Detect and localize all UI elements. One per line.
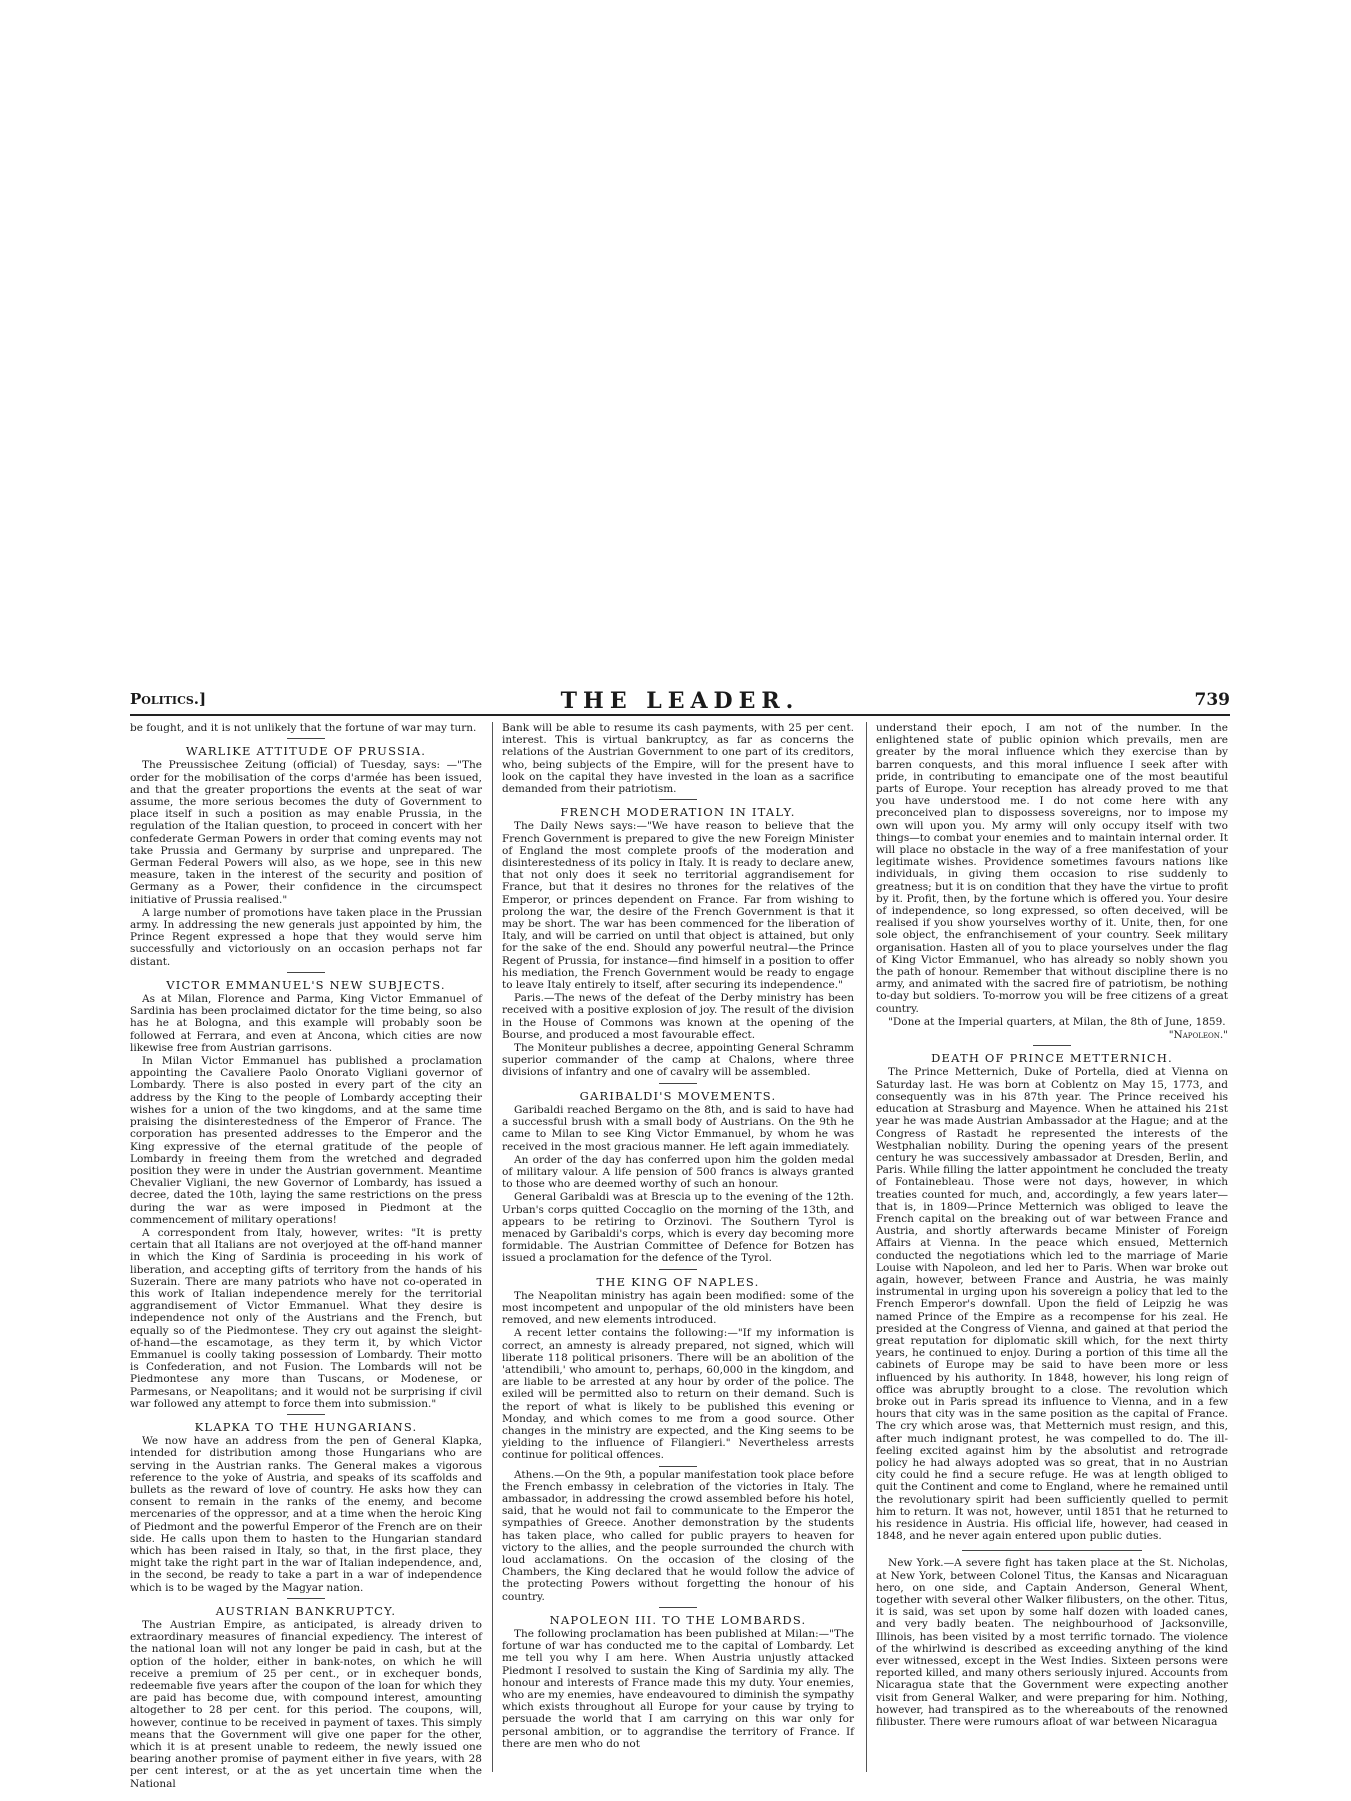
headline-garibaldi: GARIBALDI'S MOVEMENTS. [579, 1088, 777, 1103]
divider [659, 1466, 697, 1467]
divider [287, 1598, 325, 1599]
headline-napoleon: NAPOLEON III. TO THE LOMBARDS. [549, 1612, 807, 1627]
article-continuation: understand their epoch, I am not of the number. In the enlightened state of public opinion which prevails, men are greater by the moral influence which they exercise than by barren conquests, and this moral influence I seek after with pride, in contributing to emancipate one of the most beautiful parts of Europe. Your reception has already proved to me that you have understood me. I do not come here with any preconceived plan to dispossess sovereigns, nor to impose my own will upon you. My army will only occupy itself with two things—to combat your enemies and to maintain internal order. It will place no obstacle in the way of a free manifestation of your legitimate wishes. Providence sometimes favours nations like individuals, in giving them occasion to rise suddenly to greatness; but it is on condition that they have the virtue to profit by it. Profit, then, by the fortune which is offered you. Your desire of independence, so long expressed, so often deceived, will be realised if you show yourselves worthy of it. Unite, then, for one sole object, the enfranchisement of your country. Seek military organisation. Hasten all of you to place yourselves under the flag of King Victor Emmanuel, who has already so nobly shown you the path of honour. Remember that without discipline there is no army, and animated with the sacred fire of patriotism, be nothing to-day but soldiers. To-morrow you will be free citizens of a great country. [876, 722, 1228, 1015]
paragraph: New York.—A severe fight has taken place at the St. Nicholas, at New York, between Colonel Titus, the Kansas and Nicaraguan hero, on one side, and Captain Anderson, General Whent, together with several other Walker filibusters, on the other. Titus, it is said, was set upon by some half dozen with loaded canes, and very badly beaten. The neighbourhood of Jacksonville, Illinois, has been visited by a most terrific tornado. The violence of the whirlwind is described as exceeding anything of the kind ever witnessed, except in the West Indies. Sixteen persons were reported killed, and many others seriously injured. Accounts from Nicaragua state that the Government were expecting another visit from General Walker, and were preparing for him. Nothing, however, had transpired as to the whereabouts of the renowned filibuster. There were rumours afloat of war between Nicaragua [876, 1557, 1228, 1729]
signature: "Napoleon." [1168, 1029, 1228, 1042]
newspaper-title: THE LEADER. [560, 688, 800, 714]
paragraph: We now have an address from the pen of General Klapka, intended for distribution among those Hungarians who are serving in the Austrian ranks. The General makes a vigorous reference to the yoke of Austria, and speaks of its scaffolds and bullets as the reward of love of country. He asks how they can consent to remain in the ranks of the enemy, and become mercenaries of the oppressor, and at a time when the heroic King of Piedmont and the powerful Emperor of the French are on their side. He calls upon them to hasten to the Hungarian standard which has been raised in Italy, so that, in the first place, they might take the right part in the war of Italian independence, and, in the second, be ready to take a part in a war of independence which is to be waged by the Magyar nation. [130, 1435, 482, 1594]
masthead [130, 688, 1230, 716]
headline-klapka: KLAPKA TO THE HUNGARIANS. [194, 1419, 418, 1434]
paragraph: General Garibaldi was at Brescia up to the evening of the 12th. Urban's corps quitted Coccaglio on the morning of the 13th, and appears to be retiring to Orzinovi. The Southern Tyrol is menaced by Garibaldi's corps, which is every day becoming more formidable. The Austrian Committee of Defence for Botzen has issued a proclamation for the defence of the Tyrol. [502, 1191, 854, 1265]
divider [962, 1550, 1142, 1551]
paragraph: The Preussischee Zeitung (official) of Tuesday, says: —"The order for the mobilisation of the corps d'armée has been issued, and that the greater proportions the events at the seat of war assume, the more serious becomes the duty of Government to place itself in such a position as may enable Prussia, in the regulation of the Italian question, to proceed in concert with her confederate German Powers in order that coming events may not take Prussia and Germany by surprise and unprepared. The German Federal Powers will also, as we hope, see in this new measure, taken in the interest of the security and position of Germany as a Power, their confidence in the circumspect initiative of Prussia realised." [130, 759, 482, 906]
paragraph: Athens.—On the 9th, a popular manifestation took place before the French embassy in celebration of the victories in Italy. The ambassador, in addressing the crowd assembled before his hotel, said, that he would not fail to communicate to the Emperor the sympathies of Greece. Another demonstration by the students has taken place, who called for public prayers to heaven for victory to the allies, and the people surrounded the church with loud acclamations. On the occasion of the closing of the Chambers, the King declared that he would follow the advice of the protecting Powers without forgetting the honour of his country. [502, 1468, 854, 1603]
divider [659, 1083, 697, 1084]
column-rule [866, 722, 867, 1772]
paragraph: Paris.—The news of the defeat of the Derby ministry has been received with a positive explosion of joy. The result of the division in the House of Commons was known at the opening of the Bourse, and produced a most favourable effect. [502, 992, 854, 1041]
dateline: "Done at the Imperial quarters, at Milan, the 8th of June, 1859. [888, 1015, 1226, 1028]
paragraph: The Daily News says:—"We have reason to believe that the French Government is prepared to give the new Foreign Minister of England the most complete proofs of the moderation and disinterestedness of its policy in Italy. It is ready to declare anew, that not only does it seek no territorial aggrandisement for France, but that it desires no thrones for the relatives of the Emperor, or princes dependent on France. Far from wishing to prolong the war, the desire of the French Government is that it may be short. The war has been commenced for the liberation of Italy, and will be carried on until that object is attained, but only for the sake of the end. Should any powerful neutral—the Prince Regent of Prussia, for instance—find himself in a position to offer his mediation, the French Government would be ready to engage to leave Italy entirely to itself, after securing its independence." [502, 820, 854, 992]
column-2 [502, 722, 854, 1772]
columns [130, 722, 1230, 1790]
paragraph: An order of the day has conferred upon him the golden medal of military valour. A life pension of 500 francs is always granted to those who are deemed worthy of such an honour. [502, 1153, 854, 1191]
paragraph: A correspondent from Italy, however, writes: "It is pretty certain that all Italians are not overjoyed at the off-hand manner in which the King of Sardinia is proceeding in his work of liberation, and accepting gifts of territory from the hands of his Suzerain. There are many patriots who have not co-operated in this work of Italian independence merely for the territorial aggrandisement of Victor Emmanuel. What they desire is independence not only of the Austrians and the French, but equally so of the Piedmontese. They cry out against the sleight-of-hand—the escamotage, as they term it, by which Victor Emmanuel is coolly taking possession of Lombardy. Their motto is Confederation, and not Fusion. The Lombards will not be Piedmontese any more than Tuscans, or Modenese, or Parmesans, or Neapolitans; and it would not be surprising if civil war followed any attempt to force them into submission." [130, 1226, 482, 1410]
divider [287, 1414, 325, 1415]
paragraph: A recent letter contains the following:—"If my information is correct, an amnesty is already prepared, not signed, which will liberate 118 political prisoners. There will be an abolition of the 'attendibili,' who amount to, perhaps, 60,000 in the kingdom, and are liable to be arrested at any hour by order of the police. The exiled will be permitted also to return on their demand. Such is the report of what is likely to be published this evening or Monday, and which comes to me from a good source. Other changes in the ministry are expected, and the King seems to be yielding to the influence of Filangieri." Nevertheless arrests continue for political offences. [502, 1327, 854, 1462]
newspaper-page [130, 688, 1230, 1790]
section-label: Politics.] [130, 690, 207, 708]
divider [287, 972, 325, 973]
headline-french-moderation: FRENCH MODERATION IN ITALY. [560, 805, 796, 820]
headline-austrian-bankruptcy: AUSTRIAN BANKRUPTCY. [215, 1603, 397, 1618]
article-continuation: Bank will be able to resume its cash payments, with 25 per cent. interest. This is virtual bankruptcy, as far as concerns the relations of the Austrian Government to one part of its creditors, who, being subjects of the Empire, will for the present have to look on the capital they have invested in the loan as a sacrifice demanded from their patriotism. [502, 722, 854, 796]
page-number: 739 [1194, 690, 1230, 710]
headline-victor-emmanuel: VICTOR EMMANUEL'S NEW SUBJECTS. [166, 977, 446, 992]
paragraph: The Moniteur publishes a decree, appointing General Schramm superior commander of the camp at Chalons, where three divisions of infantry and one of cavalry will be assembled. [502, 1042, 854, 1079]
column-rule [492, 722, 493, 1772]
paragraph: In Milan Victor Emmanuel has published a proclamation appointing the Cavaliere Paolo Onorato Vigliani governor of Lombardy. There is also posted in every part of the city an address by the King to the people of Lombardy accepting their wishes for a union of the two kingdoms, and at the same time praising the disinterestedness of the Emperor of France. The corporation has presented addresses to the Emperor and the King expressive of the eternal gratitude of the people of Lombardy in freeing them from the wretched and degraded position they were in under the Austrian government. Meantime Chevalier Vigliani, the new Governor of Lombardy, has issued a decree, dated the 10th, laying the same restrictions on the press during the war as were imposed in Piedmont at the commencement of military operations! [130, 1055, 482, 1226]
paragraph: The Neapolitan ministry has again been modified: some of the most incompetent and unpopular of the old ministers have been removed, and new elements introduced. [502, 1289, 854, 1327]
divider [659, 1607, 697, 1608]
headline-metternich: DEATH OF PRINCE METTERNICH. [931, 1051, 1173, 1066]
headline-king-of-naples: THE KING OF NAPLES. [596, 1274, 760, 1289]
paragraph: A large number of promotions have taken place in the Prussian army. In addressing the new generals just appointed by him, the Prince Regent expressed a hope that they would serve him successfully and victoriously on an occasion perhaps not far distant. [130, 906, 482, 968]
article-continuation: be fought, and it is not unlikely that the fortune of war may turn. [130, 722, 477, 734]
divider [1033, 1045, 1071, 1046]
column-1 [130, 722, 482, 1790]
paragraph: The Austrian Empire, as anticipated, is already driven to extraordinary measures of financial expediency. The interest of the national loan will not any longer be paid in cash, but at the option of the holder, either in bank-notes, on which he will receive a premium of 25 per cent., or in exchequer bonds, redeemable five years after the coupon of the loan for which they are paid has become due, with compound interest, amounting altogether to 28 per cent. for this period. The coupons, will, however, continue to be received in payment of taxes. This simply means that the Government will give one paper for the other, which it is at present unable to redeem, the newly issued one bearing another promise of payment either in five years, with 28 per cent interest, or at the as yet uncertain time when the National [130, 1619, 482, 1790]
divider [287, 738, 325, 739]
paragraph: As at Milan, Florence and Parma, King Victor Emmanuel of Sardinia has been proclaimed dictator for the time being, so also has he at Bologna, and this example will probably soon be followed at Ferrara, and even at Ancona, which cities are now likewise free from Austrian garrisons. [130, 993, 482, 1054]
paragraph: The Prince Metternich, Duke of Portella, died at Vienna on Saturday last. He was born at Coblentz on May 15, 1773, and consequently was in his 87th year. The Prince received his education at Strasburg and Mayence. When he attained his 21st year he was made Austrian Ambassador at the Hague; and at the Congress of Rastadt he represented the interests of the Westphalian nobility. During the opening years of the present century he was successively ambassador at Dresden, Berlin, and Paris. While filling the latter appointment he concluded the treaty of Fontainebleau. Those were not days, however, in which treaties counted for much, and, accordingly, a few years later—that is, in 1809—Prince Metternich was obliged to leave the French capital on the breaking out of war between France and Austria, and shortly afterwards became Minister of Foreign Affairs at Vienna. In the peace which ensued, Metternich conducted the negotiations which led to the marriage of Marie Louise with Napoleon, and led her to Paris. When war broke out again, however, between France and Austria, he was mainly instrumental in urging upon his sovereign a policy that led to the French Emperor's downfall. Upon the field of Leipzig he was named Prince of the Empire as a recompense for his zeal. He presided at the Congress of Vienna, and gained at that period the great reputation for diplomatic skill which, for the next thirty years, he continued to enjoy. During a portion of this time all the cabinets of Europe may be said to have been more or less influenced by his authority. In 1848, however, his long reign of office was abruptly brought to a close. The revolution which broke out in Paris spread its influence to Vienna, and in a few hours that city was in the same position as the capital of France. The cry which arose was, that Metternich must resign, and this, after much indignant protest, he was compelled to do. The ill-feeling excited against him by the absolutist and retrograde policy he had always adopted was so great, that in no Austrian city could he find a secure refuge. He was at length obliged to quit the Continent and come to England, where he remained until the revolutionary spirit had been sufficiently quelled to permit him to return. It was not, however, until 1851 that he returned to his residence in Austria. His official life, however, had ceased in 1848, and he never again entered upon public duties. [876, 1066, 1228, 1543]
divider [659, 1269, 697, 1270]
paragraph: The following proclamation has been published at Milan:—"The fortune of war has conducted me to the capital of Lombardy. Let me tell you why I am here. When Austria unjustly attacked Piedmont I resolved to sustain the King of Sardinia my ally. The honour and interests of France made this my duty. Your enemies, who are my enemies, have endeavoured to diminish the sympathy which exists throughout all Europe for your cause by trying to persuade the world that I am carrying on this war only for personal ambition, or to aggrandise the territory of France. If there are men who do not [502, 1628, 854, 1750]
divider [659, 799, 697, 800]
headline-prussia: WARLIKE ATTITUDE OF PRUSSIA. [185, 744, 427, 759]
column-3 [876, 722, 1228, 1772]
paragraph: Garibaldi reached Bergamo on the 8th, and is said to have had a successful brush with a small body of Austrians. On the 9th he came to Milan to see King Victor Emmanuel, by whom he was received in the most gracious manner. He left again immediately. [502, 1103, 854, 1153]
